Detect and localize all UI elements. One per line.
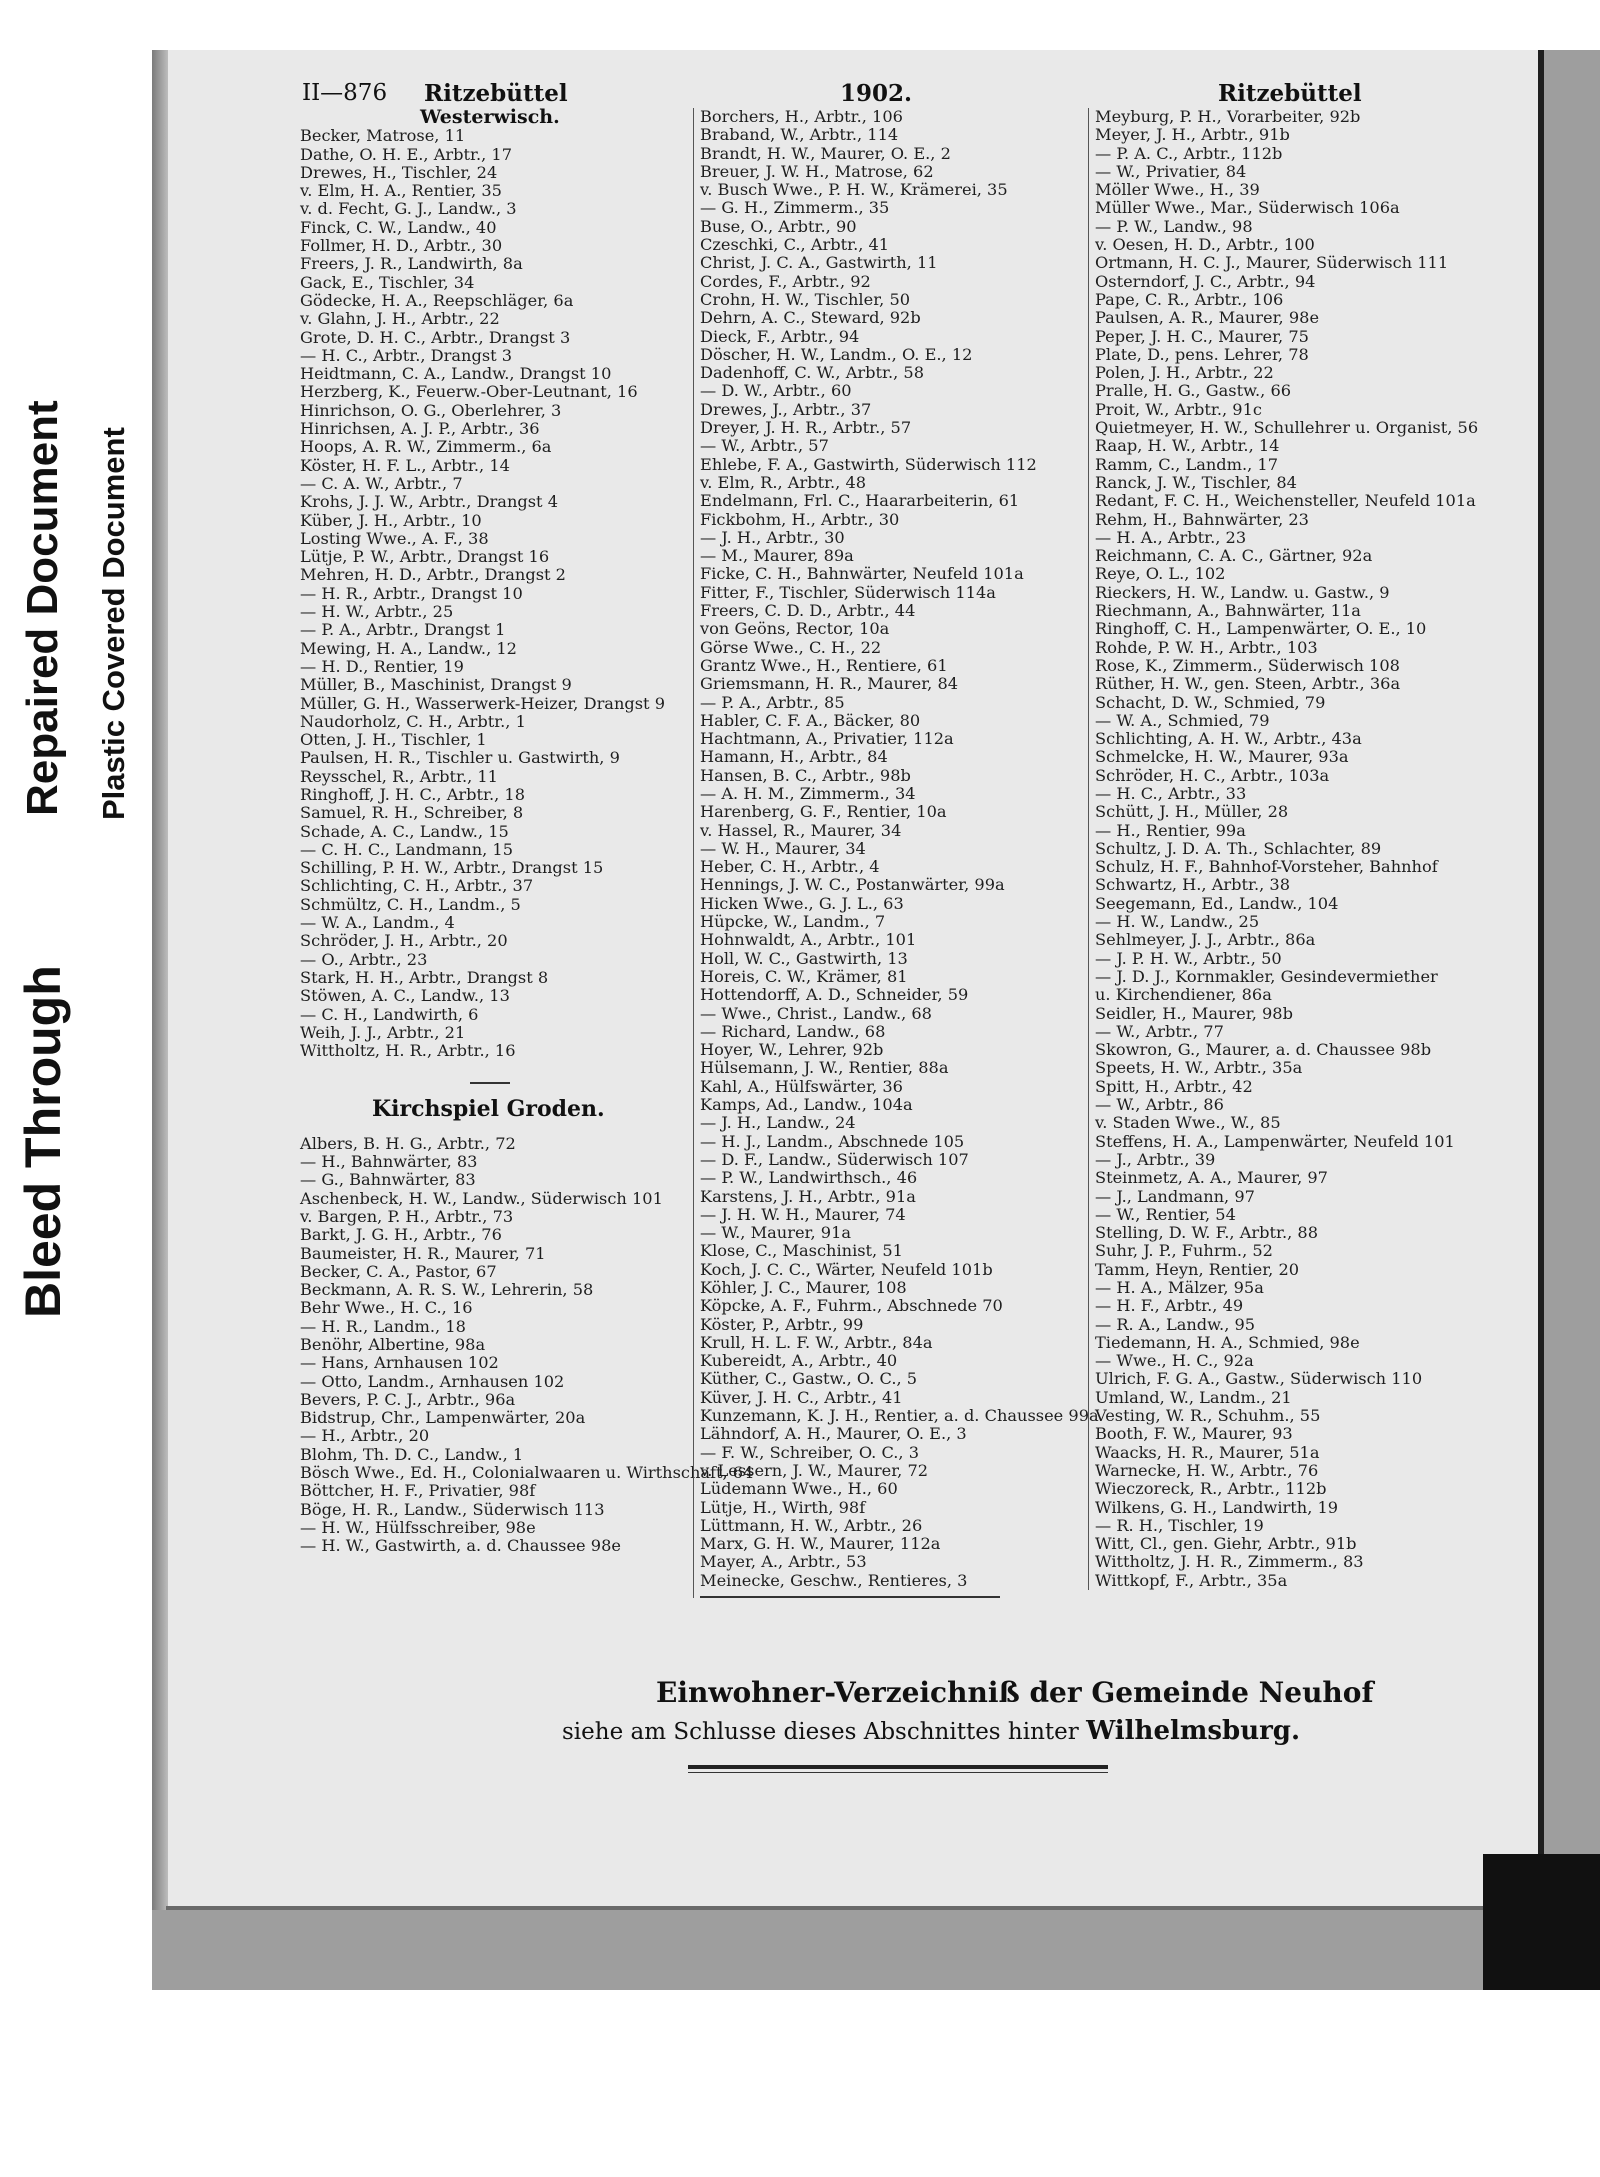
directory-entry: Christ, J. C. A., Gastwirth, 11 [700,253,938,273]
directory-entry: Rose, K., Zimmerm., Süderwisch 108 [1095,655,1400,675]
directory-entry: Schade, A. C., Landw., 15 [300,821,509,841]
directory-entry: Bösch Wwe., Ed. H., Colonialwaaren u. Wirthschaft, 64 [300,1463,754,1483]
directory-entry: Hoops, A. R. W., Zimmerm., 6a [300,437,552,457]
directory-entry: Cordes, F., Arbtr., 92 [700,271,871,291]
directory-entry: Quietmeyer, H. W., Schullehrer u. Organist, 56 [1095,418,1479,438]
directory-entry: Vesting, W. R., Schuhm., 55 [1095,1406,1321,1426]
directory-entry: Behr Wwe., H. C., 16 [300,1298,473,1318]
directory-entry: Hoyer, W., Lehrer, 92b [700,1040,884,1060]
directory-entry: — Wwe., Christ., Landw., 68 [700,1003,932,1023]
directory-entry: Tamm, Heyn, Rentier, 20 [1095,1259,1300,1279]
directory-entry: Drewes, H., Tischler, 24 [300,162,498,182]
directory-entry: von Geöns, Rector, 10a [700,619,890,639]
directory-entry: Hansen, B. C., Arbtr., 98b [700,765,911,785]
directory-entry: Osterndorf, J. C., Arbtr., 94 [1095,271,1316,291]
directory-entry: Lütje, H., Wirth, 98f [700,1497,866,1517]
directory-entry: Kunzemann, K. J. H., Rentier, a. d. Chaussee 99a [700,1406,1099,1426]
directory-entry: Böttcher, H. F., Privatier, 98f [300,1481,536,1501]
directory-entry: Pralle, H. G., Gastw., 66 [1095,381,1292,401]
directory-entry: Küther, C., Gastw., O. C., 5 [700,1369,918,1389]
directory-entry: — W. H., Maurer, 34 [700,838,866,858]
directory-entry: Rieckers, H. W., Landw. u. Gastw., 9 [1095,582,1390,602]
directory-entry: Booth, F. W., Maurer, 93 [1095,1424,1293,1444]
directory-entry: Koch, J. C. C., Wärter, Neufeld 101b [700,1259,993,1279]
westerwisch-list [300,127,680,1060]
directory-entry: Barkt, J. G. H., Arbtr., 76 [300,1225,502,1245]
directory-entry: Borchers, H., Arbtr., 106 [700,107,903,126]
directory-entry: v. Oesen, H. D., Arbtr., 100 [1095,235,1315,255]
directory-entry: Aschenbeck, H. W., Landw., Süderwisch 101 [300,1188,663,1208]
directory-entry: Drewes, J., Arbtr., 37 [700,399,872,419]
section-title-kirchspiel-groden: Kirchspiel Groden. [372,1096,605,1123]
directory-entry: — P. W., Landw., 98 [1095,216,1253,236]
directory-entry: — W., Arbtr., 77 [1095,1021,1224,1041]
directory-entry: Finck, C. W., Landw., 40 [300,217,497,237]
directory-entry: Hülsemann, J. W., Rentier, 88a [700,1058,949,1078]
directory-entry: v. d. Fecht, G. J., Landw., 3 [300,199,517,219]
directory-entry: Hinrichson, O. G., Oberlehrer, 3 [300,400,562,420]
directory-entry: — R. A., Landw., 95 [1095,1314,1256,1334]
directory-entry: Lütje, P. W., Arbtr., Drangst 16 [300,547,550,567]
directory-entry: — C. H. C., Landmann, 15 [300,839,514,859]
directory-entry: Baumeister, H. R., Maurer, 71 [300,1243,546,1263]
directory-entry: Müller, G. H., Wasserwerk-Heizer, Drangst 9 [300,693,666,713]
groden-list [300,1133,754,1556]
directory-entry: Buse, O., Arbtr., 90 [700,216,857,236]
sidebar-panel [0,50,152,1990]
directory-entry: Stelling, D. W. F., Arbtr., 88 [1095,1223,1319,1243]
directory-entry: Köhler, J. C., Maurer, 108 [700,1278,907,1297]
directory-entry: Skowron, G., Maurer, a. d. Chaussee 98b [1095,1040,1432,1060]
directory-entry: Bevers, P. C. J., Arbtr., 96a [300,1389,516,1409]
directory-entry: Fickbohm, H., Arbtr., 30 [700,509,900,529]
directory-entry: Köster, P., Arbtr., 99 [700,1314,864,1334]
directory-entry: — W., Arbtr., 86 [1095,1095,1224,1115]
directory-entry: Riechmann, A., Bahnwärter, 11a [1095,601,1361,621]
directory-entry: — R. H., Tischler, 19 [1095,1515,1264,1535]
directory-entry: Schulz, H. F., Bahnhof-Vorsteher, Bahnhof [1095,857,1438,877]
directory-entry: Schröder, H. C., Arbtr., 103a [1095,765,1330,785]
directory-entry: v. Bargen, P. H., Arbtr., 73 [300,1206,514,1226]
directory-entry: — H. A., Mälzer, 95a [1095,1278,1264,1297]
directory-entry: — D. F., Landw., Süderwisch 107 [700,1149,969,1169]
footer-notice-line [562,1716,1300,1746]
directory-entry: Sehlmeyer, J. J., Arbtr., 86a [1095,930,1316,950]
directory-entry: v. Elm, H. A., Rentier, 35 [300,181,502,201]
column-end-rule [700,1596,1000,1598]
directory-entry: Hottendorff, A. D., Schneider, 59 [700,985,969,1005]
directory-entry: Müller Wwe., Mar., Süderwisch 106a [1095,198,1400,218]
directory-entry: Ramm, C., Landm., 17 [1095,454,1279,474]
directory-entry: v. Hassel, R., Maurer, 34 [700,820,902,840]
directory-entry: Grote, D. H. C., Arbtr., Drangst 3 [300,327,571,347]
directory-entry: Kahl, A., Hülfswärter, 36 [700,1076,903,1096]
directory-entry: Benöhr, Albertine, 98a [300,1335,486,1354]
directory-entry: Losting Wwe., A. F., 38 [300,528,489,548]
directory-entry: Mehren, H. D., Arbtr., Drangst 2 [300,565,566,585]
running-title-right: Ritzebüttel [1218,80,1362,107]
column-3-list [1095,108,1515,1590]
directory-entry: Ringhoff, C. H., Lampenwärter, O. E., 10 [1095,619,1427,639]
directory-entry: v. Staden Wwe., W., 85 [1095,1113,1281,1133]
footer-rule [688,1765,1108,1769]
directory-entry: Döscher, H. W., Landm., O. E., 12 [700,344,973,364]
directory-entry: — J., Landmann, 97 [1095,1186,1255,1206]
directory-entry: Horeis, C. W., Krämer, 81 [700,966,908,986]
directory-entry: Schilling, P. H. W., Arbtr., Drangst 15 [300,858,604,878]
directory-entry: Lähndorf, A. H., Maurer, O. E., 3 [700,1424,967,1444]
directory-entry: Schütt, J. H., Müller, 28 [1095,802,1289,822]
directory-entry: Spitt, H., Arbtr., 42 [1095,1076,1253,1096]
directory-entry: Rehm, H., Bahnwärter, 23 [1095,509,1309,529]
directory-entry: Heidtmann, C. A., Landw., Drangst 10 [300,364,612,384]
directory-entry: Hennings, J. W. C., Postanwärter, 99a [700,875,1005,895]
scan-corner-block [1483,1854,1600,1990]
directory-entry: — G., Bahnwärter, 83 [300,1170,476,1190]
directory-entry: — J. H. W. H., Maurer, 74 [700,1204,906,1224]
directory-entry: Karstens, J. H., Arbtr., 91a [700,1186,916,1206]
directory-entry: — Hans, Arnhausen 102 [300,1353,499,1373]
directory-entry: Klose, C., Maschinist, 51 [700,1241,903,1261]
directory-entry: Marx, G. H. W., Maurer, 112a [700,1534,941,1554]
repaired-document-label: Repaired Document [18,400,67,816]
directory-entry: — H. A., Arbtr., 23 [1095,527,1247,547]
directory-entry: Beckmann, A. R. S. W., Lehrerin, 58 [300,1280,594,1300]
directory-entry: Schmelcke, H. W., Maurer, 93a [1095,747,1349,767]
directory-entry: Köster, H. F. L., Arbtr., 14 [300,455,510,475]
directory-column-2 [693,107,1099,1598]
directory-entry: Polen, J. H., Arbtr., 22 [1095,363,1274,383]
directory-entry: Schwartz, H., Arbtr., 38 [1095,875,1290,895]
directory-entry: v. Lessern, J. W., Maurer, 72 [700,1460,929,1480]
directory-entry: Proit, W., Arbtr., 91c [1095,399,1262,419]
directory-entry: Bidstrup, Chr., Lampenwärter, 20a [300,1408,586,1428]
directory-entry: Hicken Wwe., G. J. L., 63 [700,893,904,913]
directory-entry: Freers, J. R., Landwirth, 8a [300,254,523,274]
directory-entry: Weih, J. J., Arbtr., 21 [300,1022,466,1042]
directory-entry: v. Glahn, J. H., Arbtr., 22 [300,309,500,329]
directory-entry: — J. P. H. W., Arbtr., 50 [1095,948,1282,968]
footer-rule-thin [688,1772,1108,1773]
directory-entry: Freers, C. D. D., Arbtr., 44 [700,601,916,621]
directory-entry: Schacht, D. W., Schmied, 79 [1095,692,1326,712]
directory-entry: — H., Bahnwärter, 83 [300,1152,478,1172]
directory-entry: — J. D. J., Kornmakler, Gesindevermiether [1095,966,1438,986]
directory-entry: Meyer, J. H., Arbtr., 91b [1095,125,1290,145]
directory-entry: — H. C., Arbtr., Drangst 3 [300,345,513,365]
directory-column-1 [300,106,754,1556]
directory-entry: — P. W., Landwirthsch., 46 [700,1168,918,1188]
directory-entry: Steinmetz, A. A., Maurer, 97 [1095,1168,1328,1188]
directory-entry: Fitter, F., Tischler, Süderwisch 114a [700,582,996,602]
directory-entry: Tiedemann, H. A., Schmied, 98e [1095,1332,1360,1352]
directory-entry: Holl, W. C., Gastwirth, 13 [700,948,908,968]
directory-entry: Ranck, J. W., Tischler, 84 [1095,472,1297,492]
directory-entry: Grantz Wwe., H., Rentiere, 61 [700,655,948,675]
directory-entry: Stöwen, A. C., Landw., 13 [300,986,510,1006]
plastic-covered-label: Plastic Covered Document [96,427,131,820]
directory-entry: Mewing, H. A., Landw., 12 [300,638,517,658]
directory-entry: — C. H., Landwirth, 6 [300,1004,479,1024]
directory-entry: Samuel, R. H., Schreiber, 8 [300,803,524,823]
directory-entry: — P. A. C., Arbtr., 112b [1095,143,1283,163]
directory-entry: Schröder, J. H., Arbtr., 20 [300,931,508,951]
page-year: 1902. [840,80,913,107]
directory-entry: Seidler, H., Maurer, 98b [1095,1003,1293,1023]
directory-entry: Möller Wwe., H., 39 [1095,180,1260,200]
directory-entry: Reye, O. L., 102 [1095,564,1226,584]
page-bottom-edge [166,1906,1544,1910]
directory-entry: — M., Maurer, 89a [700,546,854,566]
directory-entry: Paulsen, H. R., Tischler u. Gastwirth, 9 [300,748,620,768]
directory-entry: Griemsmann, H. R., Maurer, 84 [700,674,959,694]
directory-entry: Otten, J. H., Tischler, 1 [300,730,487,750]
directory-entry: Dathe, O. H. E., Arbtr., 17 [300,144,512,164]
directory-entry: Blohm, Th. D. C., Landw., 1 [300,1444,524,1464]
footer-notice-place: Wilhelmsburg. [1086,1716,1301,1746]
directory-entry: Reysschel, R., Arbtr., 11 [300,766,498,786]
directory-entry: Wittkopf, F., Arbtr., 35a [1095,1570,1288,1590]
directory-entry: — H. W., Arbtr., 25 [300,602,454,622]
directory-entry: Ringhoff, J. H. C., Arbtr., 18 [300,784,526,804]
directory-entry: Rohde, P. W. H., Arbtr., 103 [1095,637,1318,657]
directory-entry: Suhr, J. P., Fuhrm., 52 [1095,1241,1273,1261]
directory-entry: Reichmann, C. A. C., Gärtner, 92a [1095,546,1373,566]
directory-entry: — J., Arbtr., 39 [1095,1149,1216,1169]
directory-entry: — G. H., Zimmerm., 35 [700,198,890,218]
directory-entry: Wittholtz, J. H. R., Zimmerm., 83 [1095,1552,1364,1572]
directory-entry: — H. F., Arbtr., 49 [1095,1296,1244,1316]
directory-entry: Dreyer, J. H. R., Arbtr., 57 [700,418,912,438]
directory-entry: — H., Arbtr., 20 [300,1426,430,1446]
directory-entry: Lüttmann, H. W., Arbtr., 26 [700,1515,923,1535]
directory-entry: Schlichting, C. H., Arbtr., 37 [300,876,534,896]
directory-entry: — O., Arbtr., 23 [300,949,428,969]
directory-entry: — Wwe., H. C., 92a [1095,1351,1254,1371]
directory-entry: Heber, C. H., Arbtr., 4 [700,857,880,877]
directory-entry: — J. H., Arbtr., 30 [700,527,845,547]
bleed-through-label: Bleed Through [15,965,71,1318]
directory-entry: — H. R., Arbtr., Drangst 10 [300,583,523,603]
directory-entry: — P. A., Arbtr., 85 [700,692,845,712]
directory-entry: Speets, H. W., Arbtr., 35a [1095,1058,1303,1078]
directory-entry: — H. R., Landm., 18 [300,1316,466,1336]
directory-entry: Becker, C. A., Pastor, 67 [300,1261,497,1281]
directory-entry: Wilkens, G. H., Landwirth, 19 [1095,1497,1339,1517]
directory-entry: Crohn, H. W., Tischler, 50 [700,289,911,309]
page-right-edge [1538,50,1544,1910]
directory-entry: v. Elm, R., Arbtr., 48 [700,472,867,492]
directory-entry: — W., Arbtr., 57 [700,436,829,456]
directory-entry: Dadenhoff, C. W., Arbtr., 58 [700,363,925,383]
directory-entry: — W. A., Schmied, 79 [1095,710,1270,730]
directory-entry: — W. A., Landm., 4 [300,913,455,933]
directory-entry: — W., Maurer, 91a [700,1223,852,1243]
directory-entry: — Otto, Landm., Arnhausen 102 [300,1371,565,1391]
directory-entry: Gack, E., Tischler, 34 [300,272,475,292]
directory-entry: Küver, J. H. C., Arbtr., 41 [700,1387,903,1407]
directory-column-3 [1088,108,1515,1590]
directory-entry: Görse Wwe., C. H., 22 [700,637,882,657]
directory-entry: — C. A. W., Arbtr., 7 [300,473,463,493]
directory-entry: u. Kirchendiener, 86a [1095,985,1272,1005]
directory-entry: — H. D., Rentier, 19 [300,656,464,676]
column-2-list [700,107,1099,1590]
page-binding-shadow [152,50,168,1910]
directory-entry: Warnecke, H. W., Arbtr., 76 [1095,1460,1319,1480]
directory-entry: Meinecke, Geschw., Rentieres, 3 [700,1570,968,1590]
directory-entry: Ortmann, H. C. J., Maurer, Süderwisch 111 [1095,253,1449,273]
directory-entry: Hamann, H., Arbtr., 84 [700,747,888,767]
directory-entry: Harenberg, G. F., Rentier, 10a [700,802,947,822]
directory-entry: — Richard, Landw., 68 [700,1021,886,1041]
directory-entry: Czeschki, C., Arbtr., 41 [700,235,890,255]
directory-entry: Breuer, J. W. H., Matrose, 62 [700,161,934,181]
directory-entry: Redant, F. C. H., Weichensteller, Neufeld 101a [1095,491,1476,511]
directory-entry: — W., Rentier, 54 [1095,1204,1236,1224]
directory-entry: — H. W., Hülfsschreiber, 98e [300,1517,536,1537]
directory-entry: Endelmann, Frl. C., Haararbeiterin, 61 [700,491,1020,511]
directory-entry: Hohnwaldt, A., Arbtr., 101 [700,930,917,950]
directory-entry: Plate, D., pens. Lehrer, 78 [1095,344,1309,364]
directory-entry: Schultz, J. D. A. Th., Schlachter, 89 [1095,838,1382,858]
directory-entry: Böge, H. R., Landw., Süderwisch 113 [300,1499,605,1519]
directory-entry: — F. W., Schreiber, O. C., 3 [700,1442,919,1462]
directory-entry: — H. C., Arbtr., 33 [1095,783,1247,803]
directory-entry: Raap, H. W., Arbtr., 14 [1095,436,1280,456]
section-title-westerwisch: Westerwisch. [420,106,560,128]
directory-entry: — D. W., Arbtr., 60 [700,381,852,401]
directory-entry: Braband, W., Arbtr., 114 [700,125,899,145]
directory-entry: — A. H. M., Zimmerm., 34 [700,783,916,803]
directory-entry: — H. J., Landm., Abschnede 105 [700,1131,965,1151]
directory-entry: Follmer, H. D., Arbtr., 30 [300,236,503,256]
directory-entry: Witt, Cl., gen. Giehr, Arbtr., 91b [1095,1534,1357,1554]
directory-entry: Brandt, H. W., Maurer, O. E., 2 [700,143,951,163]
footer-notice-title: Einwohner-Verzeichniß der Gemeinde Neuhof [656,1676,1374,1709]
directory-entry: Köpcke, A. F., Fuhrm., Abschnede 70 [700,1296,1003,1316]
directory-entry: Steffens, H. A., Lampenwärter, Neufeld 101 [1095,1131,1455,1151]
directory-entry: — J. H., Landw., 24 [700,1113,856,1133]
directory-entry: Lüdemann Wwe., H., 60 [700,1479,898,1499]
directory-entry: Becker, Matrose, 11 [300,126,466,146]
directory-entry: Waacks, H. R., Maurer, 51a [1095,1442,1320,1462]
directory-entry: Seegemann, Ed., Landw., 104 [1095,893,1339,913]
directory-entry: Gödecke, H. A., Reepschläger, 6a [300,290,574,310]
directory-entry: Krohs, J. J. W., Arbtr., Drangst 4 [300,492,558,512]
directory-entry: Ehlebe, F. A., Gastwirth, Süderwisch 112 [700,454,1037,474]
directory-entry: Schmültz, C. H., Landm., 5 [300,894,521,914]
directory-entry: Ficke, C. H., Bahnwärter, Neufeld 101a [700,564,1024,584]
directory-entry: Peper, J. H. C., Maurer, 75 [1095,326,1309,346]
directory-entry: Rüther, H. W., gen. Steen, Arbtr., 36a [1095,674,1401,694]
directory-entry: Paulsen, A. R., Maurer, 98e [1095,308,1320,328]
directory-entry: Müller, B., Maschinist, Drangst 9 [300,675,572,695]
directory-entry: Krull, H. L. F. W., Arbtr., 84a [700,1332,933,1352]
directory-entry: Ulrich, F. G. A., Gastw., Süderwisch 110 [1095,1369,1423,1389]
directory-entry: Kamps, Ad., Landw., 104a [700,1095,913,1115]
directory-entry: Kubereidt, A., Arbtr., 40 [700,1351,898,1371]
running-title-left: Ritzebüttel [424,80,568,107]
directory-entry: v. Busch Wwe., P. H. W., Krämerei, 35 [700,180,1008,200]
directory-entry: Habler, C. F. A., Bäcker, 80 [700,710,921,730]
footer-notice-text: siehe am Schlusse dieses Abschnittes hinter [562,1719,1079,1745]
directory-entry: Pape, C. R., Arbtr., 106 [1095,289,1284,309]
directory-entry: — P. A., Arbtr., Drangst 1 [300,620,506,640]
directory-entry: — H., Rentier, 99a [1095,820,1246,840]
directory-entry: Hüpcke, W., Landm., 7 [700,912,886,932]
directory-entry: Dieck, F., Arbtr., 94 [700,326,860,346]
directory-entry: — W., Privatier, 84 [1095,161,1247,181]
directory-entry: Hinrichsen, A. J. P., Arbtr., 36 [300,419,540,439]
directory-entry: Mayer, A., Arbtr., 53 [700,1552,867,1572]
directory-entry: Küber, J. H., Arbtr., 10 [300,510,482,530]
directory-entry: Meyburg, P. H., Vorarbeiter, 92b [1095,107,1361,126]
directory-entry: Stark, H. H., Arbtr., Drangst 8 [300,967,549,987]
directory-entry: Umland, W., Landm., 21 [1095,1387,1292,1407]
directory-entry: Wittholtz, H. R., Arbtr., 16 [300,1041,516,1061]
directory-entry: — H. W., Gastwirth, a. d. Chaussee 98e [300,1536,621,1556]
section-separator [470,1082,510,1084]
directory-entry: Dehrn, A. C., Steward, 92b [700,308,921,328]
page-number: II—876 [302,80,388,106]
directory-entry: Naudorholz, C. H., Arbtr., 1 [300,711,526,731]
directory-entry: Schlichting, A. H. W., Arbtr., 43a [1095,729,1362,749]
directory-entry: Hachtmann, A., Privatier, 112a [700,729,954,749]
directory-entry: Albers, B. H. G., Arbtr., 72 [300,1133,516,1153]
directory-entry: Wieczoreck, R., Arbtr., 112b [1095,1479,1327,1499]
directory-entry: — H. W., Landw., 25 [1095,912,1260,932]
directory-entry: Herzberg, K., Feuerw.-Ober-Leutnant, 16 [300,382,638,402]
